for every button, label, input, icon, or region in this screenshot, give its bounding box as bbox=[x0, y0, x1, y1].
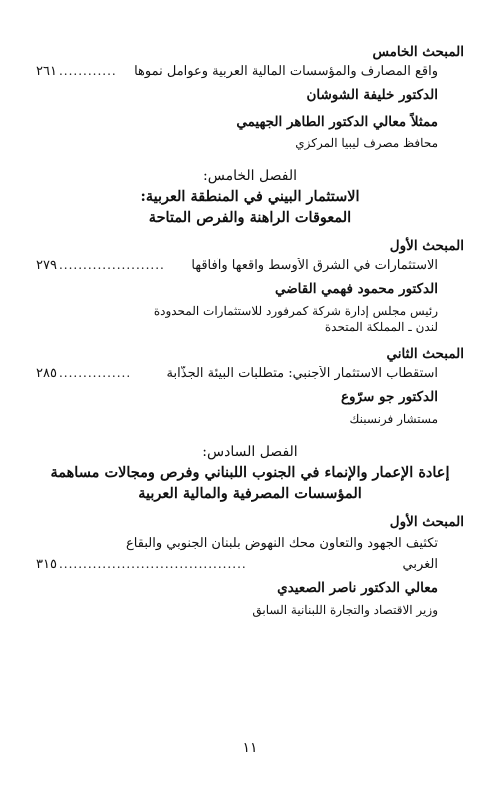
toc-title: تكثيف الجهود والتعاون محك النهوض بلبنان الجنوبي والبقاع bbox=[126, 536, 438, 551]
section-block bbox=[36, 514, 464, 617]
author-name: الدكتور محمود فهمي القاضي bbox=[274, 281, 438, 297]
leader-dots: ...................... bbox=[58, 258, 165, 272]
leader-dots: ............ bbox=[58, 64, 117, 78]
author-title: مستشار فرنسبنك bbox=[349, 412, 438, 426]
page-ref: ٣١٥ bbox=[36, 557, 57, 572]
toc-line bbox=[36, 64, 438, 79]
chapter-block bbox=[36, 444, 464, 502]
page-number: ١١ bbox=[242, 740, 258, 756]
section-block bbox=[36, 238, 464, 334]
table-of-contents bbox=[36, 44, 464, 617]
page-ref: ٢٦١ bbox=[36, 64, 57, 79]
toc-line bbox=[36, 258, 438, 273]
section-label: المبحث الأول bbox=[389, 514, 464, 530]
author-name: معالي الدكتور ناصر الصعيدي bbox=[277, 580, 438, 596]
chapter-title: إعادة الإعمار والإنماء في الجنوب اللبناني وفرص ومجالات مساهمة bbox=[50, 464, 450, 481]
chapter-block bbox=[36, 168, 464, 226]
page-ref: ٢٧٩ bbox=[36, 258, 57, 273]
author-name: الدكتور جو سرّوع bbox=[341, 389, 438, 405]
author-title: وزير الاقتصاد والتجارة اللبنانية السابق bbox=[252, 603, 438, 617]
toc-title: استقطاب الاستثمار الأجنبي: متطلبات البيئة الجذَّابة bbox=[166, 366, 438, 381]
toc-title: واقع المصارف والمؤسسات المالية العربية وعوامل نموها bbox=[134, 64, 438, 79]
leader-dots: ............... bbox=[58, 366, 132, 380]
toc-line bbox=[36, 366, 438, 381]
author-title: محافظ مصرف ليبيا المركزي bbox=[295, 136, 438, 150]
section-block bbox=[36, 44, 464, 150]
author-name: ممثلاً معالي الدكتور الطاهر الجهيمي bbox=[236, 114, 438, 130]
page-ref: ٢٨٥ bbox=[36, 366, 57, 381]
toc-line bbox=[36, 557, 438, 572]
toc-title-continued: الغربي bbox=[402, 557, 438, 572]
section-block bbox=[36, 346, 464, 426]
author-name: الدكتور خليفة الشوشان bbox=[306, 87, 438, 103]
chapter-heading: الفصل الخامس: bbox=[203, 168, 297, 184]
toc-title: الاستثمارات في الشرق الأوسط واقعها وآفاقها bbox=[191, 258, 438, 273]
author-title: رئيس مجلس إدارة شركة كمرفورد للاستثمارات المحدودة bbox=[153, 304, 438, 318]
author-title: لندن ـ المملكة المتحدة bbox=[324, 320, 438, 334]
leader-dots: ....................................... bbox=[58, 557, 247, 571]
chapter-title: المعوقات الراهنة والفرص المتاحة bbox=[148, 209, 352, 226]
section-label: المبحث الأول bbox=[389, 238, 464, 254]
chapter-title: المؤسسات المصرفية والمالية العربية bbox=[138, 485, 362, 502]
chapter-title: الاستثمار البيني في المنطقة العربية: bbox=[140, 188, 360, 205]
section-label: المبحث الخامس bbox=[372, 44, 464, 60]
section-label: المبحث الثاني bbox=[386, 346, 464, 362]
chapter-heading: الفصل السادس: bbox=[202, 444, 298, 460]
